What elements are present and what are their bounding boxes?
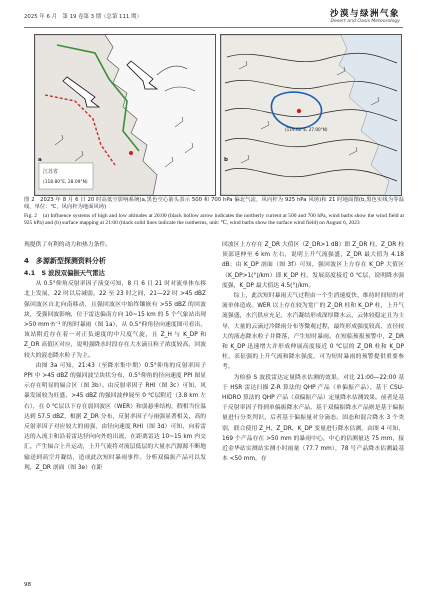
- paragraph: 为检验 S 波段雷达定量降水估测的效果，对比 21:00—22:00 基于 HSR 雷达扫描 Z-R 算法的 QHP 产品（单偏振产品）、基于 CSU-HIDRO 算法的 QHP 产品（双偏振产品）定量降水估测效果。前者是基于反射率因子得到单偏振降水产品，基于双偏振降水产品则是基于偏振量进行分类判识，后者基于偏振量对分滴态、固态和混合降水 3 个类别，联合使用 Z_H、Z_DR、K_DP 变量进行降水估测，由图 4 可知，169 个产品存在 >50 mm 的暴雨中心，中心的估测量达 75 mm，接近金华站实测站实测小时雨量（77.7 mm），78 号产品降水估测最基本 <50 mm，存: [222, 374, 404, 463]
- subsection-heading: 4.1 S 波段双偏振天气雷达: [24, 270, 105, 278]
- issue-info: 2025 年 6 月 第 19 卷第 3 期（总第 111 期）: [24, 14, 142, 20]
- paragraph: 现提供了有利的动力和热力条件。: [24, 242, 111, 248]
- paragraph: 综上，此次短时暴雨天气过程由一个生消速度快、维持时间短的对流单体造成。WER 以上存在较为宽广的 Z_DR 柱和 K_DP 柱，上升气流强盛，水汽供应充足，水汽凝结形成深厚降水云，云体较稳定且为主导，大量的云滴过冷降雨分布等微观过程，最终形成强度较高、直径较大的液态降水粒子并降落，产生短时暴雨。在短临预报预警中，Z_DR 和 K_DP 迅速增大并形成伸展高度接近 0 ℃层的 Z_DR 柱和 K_DP 柱，表征强的上升气流和降水强度，可为短时暴雨的预警提供重要参考。: [222, 293, 404, 371]
- journal-title: 沙漠与绿洲气象: [329, 9, 400, 19]
- page-number: 98: [24, 582, 31, 588]
- panel-label-a: a: [38, 157, 42, 163]
- map-a-legend-station: (118.80°E, 28.09°N): [43, 180, 88, 185]
- paragraph: 从 0.5°仰角反射率因子演变可知，8 月 6 日 21 时对流单体东移北上发展，22 时以后减弱，22 至 23 时之间，21—22 时 >45 dBZ 强回波区自北向南移动，且强回波区中始终镶嵌有 >55 dBZ 的回波块，受强回波影响，位于雷达偏南方向 10~15 km 的 5 个气象站出现 >50 mm·h⁻¹ 的短时暴雨（图 1a），从 0.5°仰角径向速度图可看出，该站附近存在着一对正负速度的中尺度气旋，且 Z_H 与 K_DP 和 Z_DR 高值区对应，说明强降水时段存在大水滴且粒子浓度较高，回波较大的液态降水粒子为主。: [24, 281, 206, 359]
- header-rule: [24, 27, 403, 28]
- journal-title-en: Desert and Oasis Meteorology: [330, 19, 400, 24]
- map-panel-a: [34, 34, 216, 196]
- figure-caption-en: Fig. 2 (a) Influence systems of high and low altitudes at 20:00 (black hollow arrow indicates the northerly current at 500 and 700 hPa, wind barbs show the wind field at 925 hPa) and (b) surface mapping at 21:00 (black solid lines indicate the isotherms, unit: ℃, wind barbs show the surface wind field) on August 6, 2023: [24, 213, 404, 226]
- map-b-station-label: (119.60°E, 27.00°N): [285, 127, 328, 132]
- map-a-legend-location: 江苏省: [43, 169, 59, 175]
- figure-caption-cn: 图 2 2023 年 8 月 6 日 20 时高低空影响系统(a,黑色空心箭头表示 500 和 700 hPa 偏北气流，风向杆为 925 hPa 风场)和 21 时地面图(b,黑色实线为等温线，单位：℃，风向杆为地面风场): [24, 197, 404, 211]
- synoptic-map-a: [35, 35, 215, 195]
- map-panel-b: [220, 34, 402, 196]
- surface-map-b: [221, 35, 401, 195]
- paragraph: 由图 3a 可知，21:43（至降水集中期）0.5°仰角的反射率因子 PPI 中 >45 dBZ 的强回波呈块状分布，0.5°仰角的径向速度 PPI 图显示存在明显的辐合区（图 3b）。由反射率因子 RHI（图 3c）可知，风暴发展较为旺盛，>45 dBZ 的强回波伸展至 0 ℃层附近（3.8 km 左右），在 0 ℃层以下存在弱回波区（WER）和弱悬垂结构，假相当位温达到 57.5 dBZ，根据 Z_DR 分布，反射率因子与雨强显著相关，高的反射率因子对应较大的雨强，由径向速度 RHI（图 3d）可知，向着雷达的入流主和沿着雷达径向向外的出流，在距离雷达 10~15 km 内交汇，产生辐合上升运动，上升气流将对流层低层的大量水汽源源不断地输送到高空并凝结，造成此次短时暴雨事件。分析双偏振产品可以发现，Z_DR 剖面（图 3e）在距: [24, 362, 206, 471]
- text-column-left: [24, 240, 206, 473]
- page-header: [0, 0, 427, 30]
- panel-label-b: b: [224, 157, 228, 163]
- paragraph: 回波区上方存在 Z_DR 大值区（Z_DR>1 dB）即 Z_DR 柱，Z_DR 柱顶部延伸至 6 km 左右，说明上升气流强盛，Z_DR 最大值为 4.18 dB；由 K_DP 剖面（图 3f）可知，强回波区上方存在 K_DP 大值区（K_DP>1(°)/km）即 K_DP 柱，发展高度接近 0 ℃层，说明降水强度强，K_DP 最大值达 4.5(°)/km。: [222, 242, 404, 289]
- section-heading: 4 多源新型探测资料分析: [24, 257, 106, 266]
- text-column-right: [222, 240, 404, 464]
